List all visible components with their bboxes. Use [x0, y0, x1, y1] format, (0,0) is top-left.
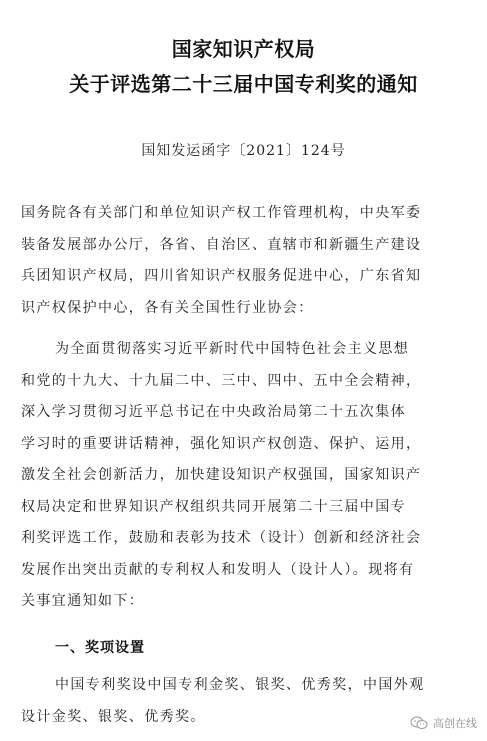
paragraph-line: 中国专利奖设中国专利金奖、银奖、优秀奖，中国外观 [55, 677, 425, 693]
section-1-body [21, 670, 473, 733]
addressee-line: 装备发展部办公厅，各省、自治区、直辖市和新疆生产建设 [21, 236, 422, 253]
watermark [410, 715, 477, 731]
section-heading: 一、奖项设置 [55, 640, 145, 656]
paragraph-line: 发展作出突出贡献的专利权人和发明人（设计人）。现将有 [21, 561, 415, 578]
addressee-line: 兵团知识产权局，四川省知识产权服务促进中心，广东省知 [21, 268, 422, 284]
paragraph-line: 为全面贯彻落实习近平新时代中国特色社会主义思想 [55, 341, 410, 357]
paragraph-line: 激发全社会创新活力，加快建设知识产权强国，国家知识产 [21, 467, 422, 483]
paragraph-line: 权局决定和世界知识产权组织共同开展第二十三届中国专 [21, 498, 406, 515]
paragraph-line: 关事宜通知如下： [21, 593, 145, 609]
paragraph-line: 和党的十九大、十九届二中、三中、四中、五中全会精神， [21, 372, 422, 389]
watermark-text: 高创在线 [433, 717, 477, 730]
paragraph-line: 深入学习贯彻习近平总书记在中央政治局第二十五次集体 [21, 404, 406, 420]
addressee-line: 识产权保护中心，各有关全国性行业协会： [21, 299, 314, 316]
wechat-icon [410, 716, 428, 730]
document-title-line2: 关于评选第二十三届中国专利奖的通知 [69, 72, 418, 96]
document-number: 国知发运函字〔2021〕124号 [141, 143, 346, 159]
paragraph-line: 设计金奖、银奖、优秀奖。 [21, 708, 206, 725]
paragraph-1 [21, 334, 473, 618]
paragraph-line: 学习时的重要讲话精神，强化知识产权创造、保护、运用， [21, 435, 422, 452]
addressee-block [21, 198, 473, 324]
paragraph-line: 利奖评选工作，鼓励和表彰为技术（设计）创新和经济社会 [21, 530, 422, 546]
addressee-line: 国务院各有关部门和单位知识产权工作管理机构，中央军委 [21, 205, 422, 221]
document-title-line1: 国家知识产权局 [171, 37, 316, 61]
